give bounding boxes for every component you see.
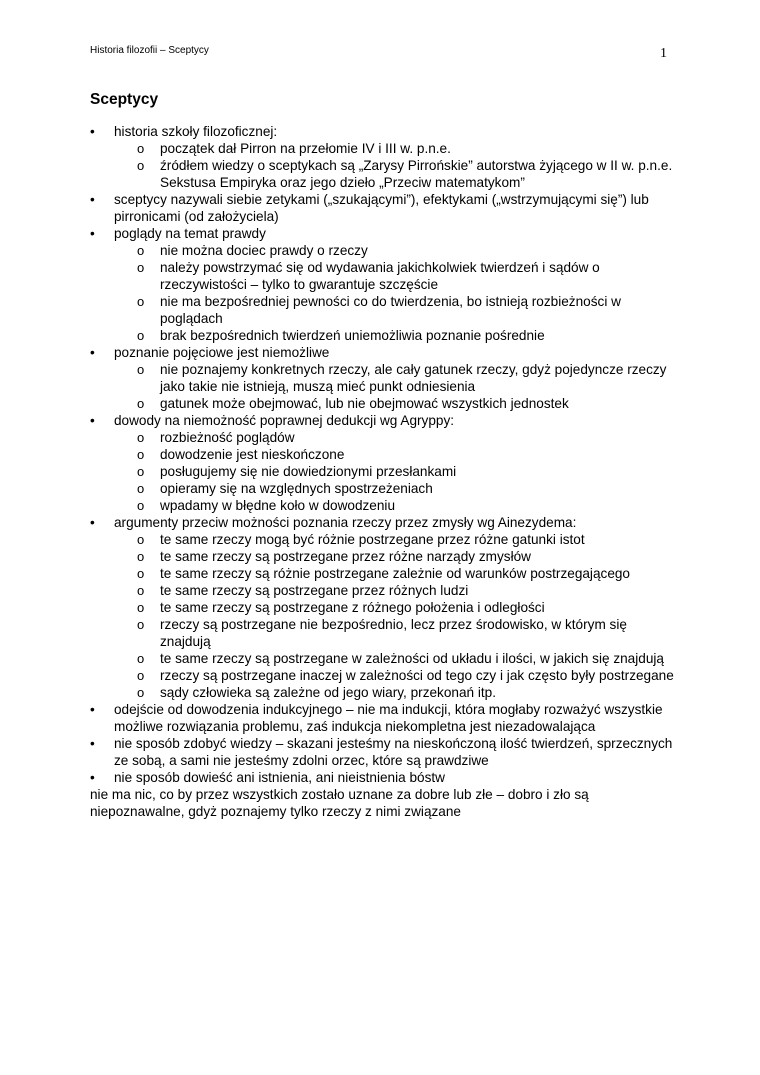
page-title: Sceptycy — [90, 91, 159, 108]
sub-bullet: o wpadamy w błędne koło w dowodzeniu — [90, 497, 680, 514]
document-body — [90, 123, 680, 820]
sub-bullet: o te same rzeczy są postrzegane w zależności od układu i ilości, w jakich się znajdują — [90, 650, 680, 667]
sub-bullet: o te same rzeczy są postrzegane z różnego położenia i odległości — [90, 599, 680, 616]
sub-bullet: o te same rzeczy są postrzegane przez różnych ludzi — [90, 582, 680, 599]
bullet-knowledge: • nie sposób zdobyć wiedzy – skazani jesteśmy na nieskończoną ilość twierdzeń, sprzecznych ze sobą, a sami nie jesteśmy zdolni orzec, które są prawdziwe — [90, 735, 680, 769]
sub-bullet: o posługujemy się nie dowiedzionymi przesłankami — [90, 463, 680, 480]
sub-bullet: o brak bezpośrednich twierdzeń uniemożliwia poznanie pośrednie — [90, 327, 680, 344]
sub-bullet: o należy powstrzymać się od wydawania jakichkolwiek twierdzeń i sądów o rzeczywistości – tylko to gwarantuje szczęście — [90, 259, 680, 293]
sub-bullet: o gatunek może obejmować, lub nie obejmować wszystkich jednostek — [90, 395, 680, 412]
sub-bullet: o te same rzeczy są różnie postrzegane zależnie od warunków postrzegającego — [90, 565, 680, 582]
bullet-deities: • nie sposób dowieść ani istnienia, ani nieistnienia bóstw — [90, 769, 680, 786]
running-header: Historia filozofii – Sceptycy — [90, 45, 209, 56]
sub-bullet: o źródłem wiedzy o sceptykach są „Zarysy Pirrońskie” autorstwa żyjącego w II w. p.n.e. Sekstusa Empiryka oraz jego dzieło „Przeciw matematykom” — [90, 157, 680, 191]
bullet-conceptual: • poznanie pojęciowe jest niemożliwe — [90, 344, 680, 361]
bullet-truth: • poglądy na temat prawdy — [90, 225, 680, 242]
sub-bullet: o rozbieżność poglądów — [90, 429, 680, 446]
closing-paragraph: nie ma nic, co by przez wszystkich zostało uznane za dobre lub złe – dobro i zło są niepoznawalne, gdyż poznajemy tylko rzeczy z nimi związane — [90, 787, 589, 819]
sub-bullet: o opieramy się na względnych spostrzeżeniach — [90, 480, 680, 497]
sub-bullet: o rzeczy są postrzegane inaczej w zależności od tego czy i jak często były postrzegane — [90, 667, 680, 684]
sub-bullet: o nie poznajemy konkretnych rzeczy, ale cały gatunek rzeczy, gdyż pojedyncze rzeczy jako takie nie istnieją, muszą mieć punkt odniesienia — [90, 361, 680, 395]
bullet-names: • sceptycy nazywali siebie zetykami („szukającymi”), efektykami („wstrzymującymi się”) lub pirronicami (od założyciela) — [90, 191, 680, 225]
sub-bullet: o początek dał Pirron na przełomie IV i III w. p.n.e. — [90, 140, 680, 157]
bullet-agrippa: • dowody na niemożność poprawnej dedukcji wg Agryppy: — [90, 412, 680, 429]
page-number: 1 — [660, 46, 667, 61]
bullet-history: • historia szkoły filozoficznej: — [90, 123, 680, 140]
sub-bullet: o rzeczy są postrzegane nie bezpośrednio, lecz przez środowisko, w którym się znajdują — [90, 616, 680, 650]
sub-bullet: o te same rzeczy mogą być różnie postrzegane przez różne gatunki istot — [90, 531, 680, 548]
sub-bullet: o dowodzenie jest nieskończone — [90, 446, 680, 463]
sub-bullet: o nie można dociec prawdy o rzeczy — [90, 242, 680, 259]
sub-bullet: o sądy człowieka są zależne od jego wiary, przekonań itp. — [90, 684, 680, 701]
bullet-aenesidemus: • argumenty przeciw możności poznania rzeczy przez zmysły wg Ainezydema: — [90, 514, 680, 531]
sub-bullet: o nie ma bezpośredniej pewności co do twierdzenia, bo istnieją rozbieżności w poglądach — [90, 293, 680, 327]
bullet-induction: • odejście od dowodzenia indukcyjnego – nie ma indukcji, która mogłaby rozważyć wszystkie możliwe rozwiązania problemu, zaś indukcja niekompletna jest niezadowalająca — [90, 701, 680, 735]
sub-bullet: o te same rzeczy są postrzegane przez różne narządy zmysłów — [90, 548, 680, 565]
